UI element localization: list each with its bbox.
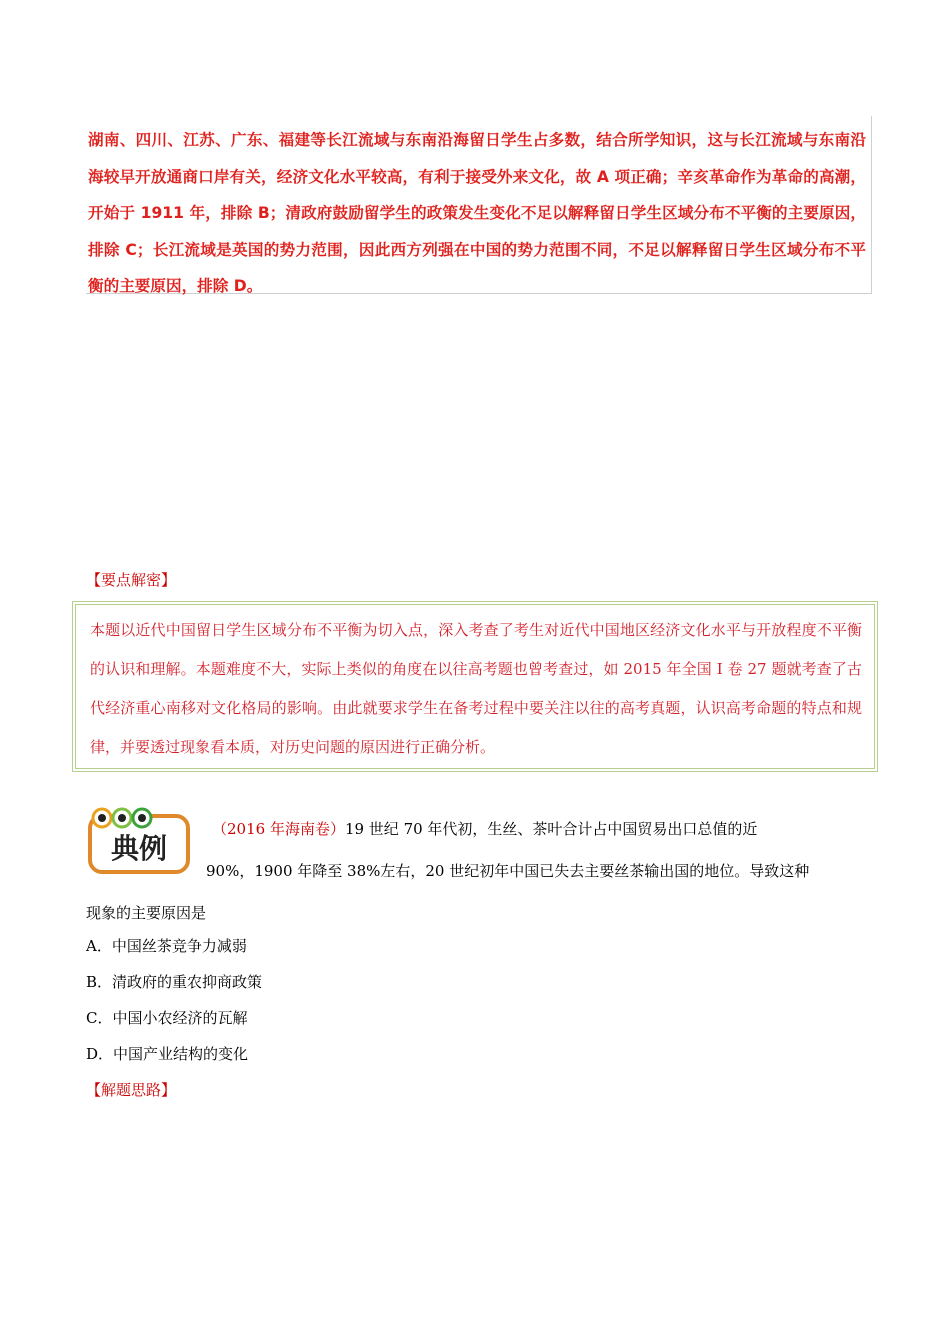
question-line-2: 90%，1900 年降至 38%左右，20 世纪初年中国已失去主要丝茶输出国的地位。导致这种 [206,862,810,880]
option-d: D．中国产业结构的变化 [86,1045,249,1063]
answer-analysis-text: 湖南、四川、江苏、广东、福建等长江流域与东南沿海留日学生占多数，结合所学知识，这与长江流域与东南沿海较早开放通商口岸有关，经济文化水平较高，有利于接受外来文化，故 A 项正确；辛亥革命作为革命的高潮，开始于 1911 年，排除 B；清政府鼓励留学生的政策发生变化不足以解释留日学生区域分布不平衡的主要原因，排除 C；长江流域是英国的势力范围，因此西方列强在中国的势力范围不同，不足以解释留日学生区域分布不平衡的主要原因，排除 D。 [88,131,866,295]
question-line-1 [212,811,757,847]
solution-heading: 【解题思路】 [86,1081,177,1099]
question-source: （2016 年海南卷） [212,820,345,838]
question-line-3: 现象的主要原因是 [86,904,207,922]
keypoint-text: 本题以近代中国留日学生区域分布不平衡为切入点，深入考查了考生对近代中国地区经济文化水平与开放程度不平衡的认识和理解。本题难度不大，实际上类似的角度在以往高考题也曾考查过，如 2015 年全国 I 卷 27 题就考查了古代经济重心南移对文化格局的影响。由此就要求学生在备考过程中要关注以往的高考真题，认识高考命题的特点和规律，并要透过现象看本质，对历史问题的原因进行正确分析。 [90,621,862,756]
option-a: A．中国丝茶竞争力减弱 [86,937,247,955]
option-b: B．清政府的重农抑商政策 [86,973,263,991]
example-badge-label: 典例 [110,832,168,865]
option-c: C．中国小农经济的瓦解 [86,1009,248,1027]
example-badge-icon [86,806,194,876]
keypoint-heading: 【要点解密】 [86,571,177,589]
answer-analysis-box [86,116,872,294]
question-text-1: 19 世纪 70 年代初，生丝、茶叶合计占中国贸易出口总值的近 [344,820,758,838]
keypoint-box [72,601,878,772]
